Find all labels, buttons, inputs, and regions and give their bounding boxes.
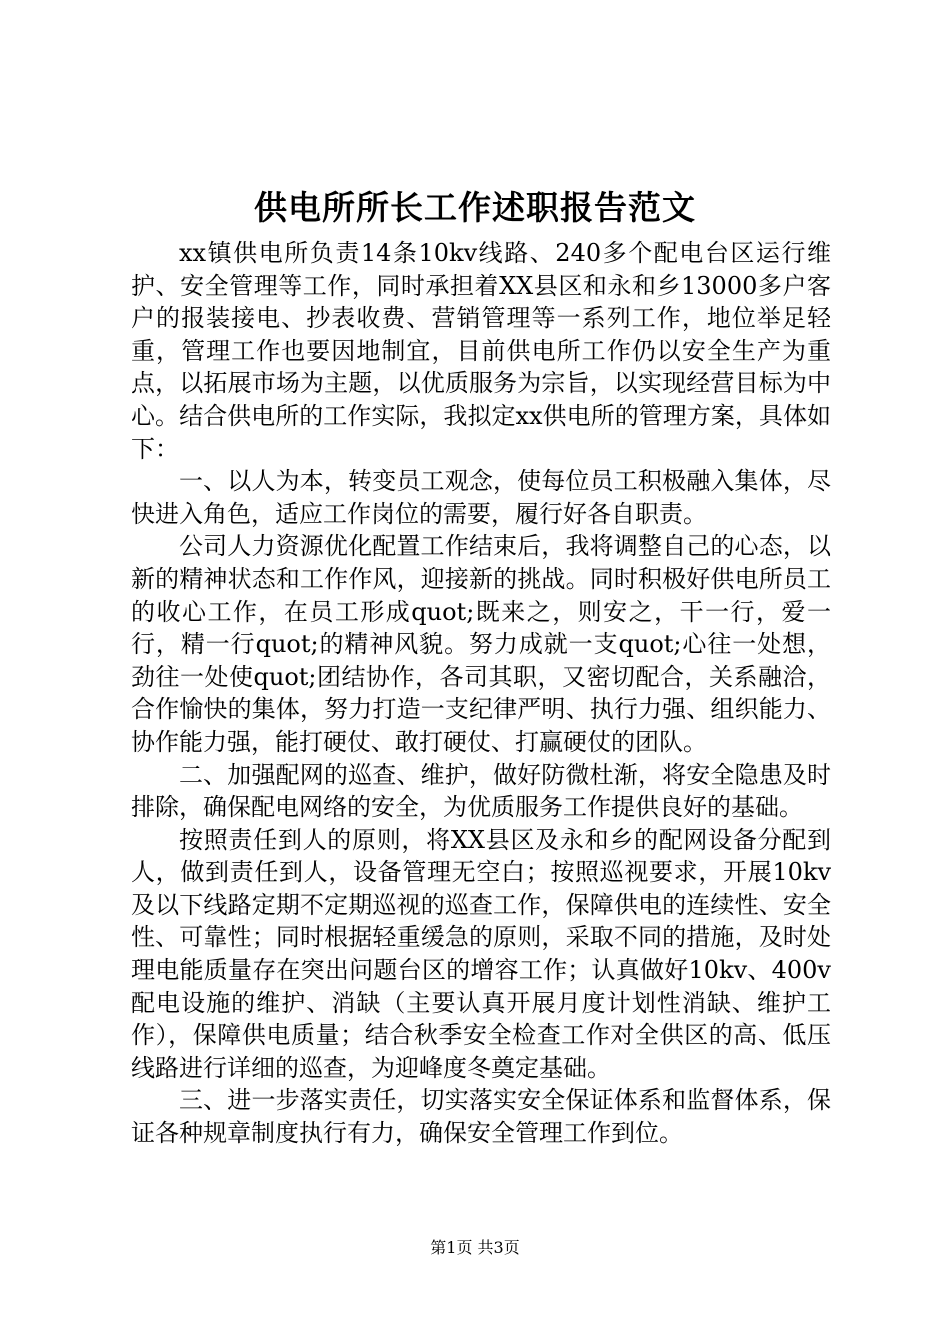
paragraph-section-2-body: 按照责任到人的原则，将XX县区及永和乡的配网设备分配到人，做到责任到人，设备管理无空白；按照巡视要求，开展10kv及以下线路定期不定期巡视的巡查工作，保障供电的连续性、安全性、可靠性；同时根据轻重缓急的原则，采取不同的措施，及时处理电能质量存在突出问题台区的增容工作；认真做好10kv、400v配电设施的维护、消缺（主要认真开展月度计划性消缺、维护工作），保障供电质量；结合秋季安全检查工作对全供区的高、低压线路进行详细的巡查，为迎峰度冬奠定基础。	[131, 825, 831, 1082]
paragraph-section-1-body: 公司人力资源优化配置工作结束后，我将调整自己的心态，以新的精神状态和工作作风，迎接新的挑战。同时积极好供电所员工的收心工作，在员工形成quot;既来之，则安之，干一行，爱一行，精一行quot;的精神风貌。努力成就一支quot;心往一处想，劲往一处使quot;团结协作，各司其职，又密切配合，关系融洽，合作愉快的集体，努力打造一支纪律严明、执行力强、组织能力、协作能力强，能打硬仗、敢打硬仗、打赢硬仗的团队。	[131, 532, 831, 756]
document-body	[131, 237, 831, 1150]
paragraph-section-2-heading: 二、加强配网的巡查、维护，做好防微杜渐，将安全隐患及时排除，确保配电网络的安全，为优质服务工作提供良好的基础。	[131, 760, 831, 822]
document-title: 供电所所长工作述职报告范文	[254, 188, 696, 227]
paragraph-section-3-heading: 三、进一步落实责任，切实落实安全保证体系和监督体系，保证各种规章制度执行有力，确保安全管理工作到位。	[131, 1086, 831, 1148]
page-footer: 第1页 共3页	[430, 1238, 520, 1257]
paragraph-intro: xx镇供电所负责14条10kv线路、240多个配电台区运行维护、安全管理等工作，同时承担着XX县区和永和乡13000多户客户的报装接电、抄表收费、营销管理等一系列工作，地位举足轻重，管理工作也要因地制宜，目前供电所工作仍以安全生产为重点，以拓展市场为主题，以优质服务为宗旨，以实现经营目标为中心。结合供电所的工作实际，我拟定xx供电所的管理方案，具体如下：	[131, 239, 831, 463]
paragraph-section-1-heading: 一、以人为本，转变员工观念，使每位员工积极融入集体，尽快进入角色，适应工作岗位的需要，履行好各自职责。	[131, 467, 831, 528]
